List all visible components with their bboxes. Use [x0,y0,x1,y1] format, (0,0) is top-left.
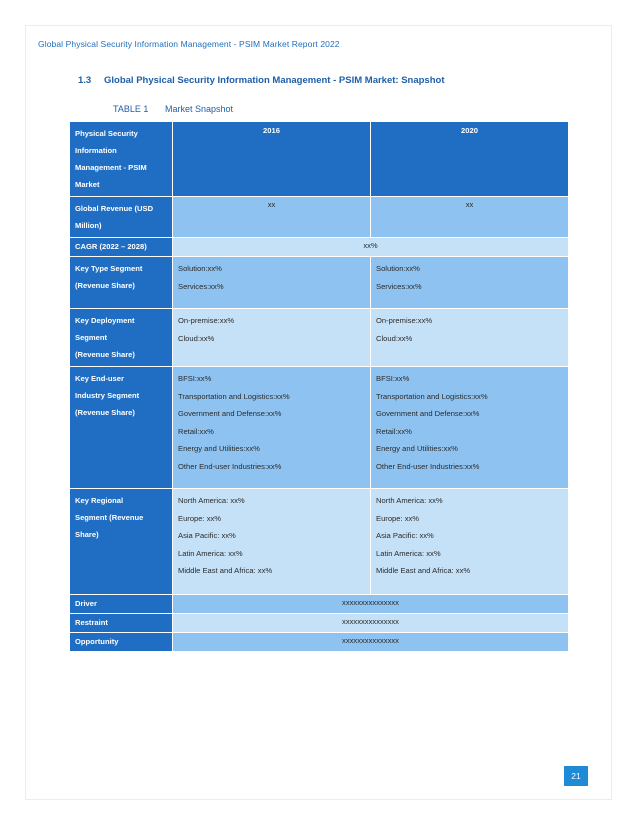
header-corner-line: Market [75,180,100,189]
value-line: Energy and Utilities:xx% [178,444,260,453]
value-line: Cloud:xx% [178,333,215,343]
row-label-line: Segment [75,333,108,342]
value-line: Latin America: xx% [178,548,243,558]
row-deployment-segment [70,309,569,367]
header-corner-line: Physical Security [75,129,138,138]
value-line: Services:xx% [376,281,422,291]
value-line: Other End-user Industries:xx% [376,461,480,471]
value-line: Transportation and Logistics:xx% [376,391,488,401]
value-line: North America: xx% [376,496,443,505]
regional-segment-2020 [371,489,569,595]
header-2020: 2020 [371,122,569,197]
row-revenue-label [70,197,173,238]
value-line: Energy and Utilities:xx% [376,444,458,453]
row-label-line: (Revenue Share) [75,281,135,290]
value-line: Middle East and Africa: xx% [178,566,273,575]
section-heading [78,75,444,86]
value-line: Other End-user Industries:xx% [178,461,282,471]
type-segment-2020 [371,257,569,309]
revenue-2020: xx [371,197,569,238]
row-restraint [70,614,569,633]
enduser-segment-2016 [173,367,371,489]
regional-segment-2016 [173,489,371,595]
deployment-segment-2020 [371,309,569,367]
row-driver-label: Driver [70,595,173,614]
row-label-line: Million) [75,221,102,230]
type-segment-2016 [173,257,371,309]
row-regional-segment-label [70,489,173,595]
header-corner-line: Management - PSIM [75,163,147,172]
row-regional-segment [70,489,569,595]
value-line: BFSI:xx% [376,374,410,383]
value-line: Europe: xx% [178,513,222,523]
row-opportunity-label: Opportunity [70,633,173,652]
driver-value: xxxxxxxxxxxxxxx [173,595,569,614]
row-driver [70,595,569,614]
value-line: Government and Defense:xx% [178,409,282,418]
row-enduser-segment-label [70,367,173,489]
row-label-line: Key Type Segment [75,264,143,273]
row-deployment-segment-label [70,309,173,367]
row-type-segment [70,257,569,309]
value-line: Middle East and Africa: xx% [376,566,471,575]
header-corner-line: Information [75,146,117,155]
row-enduser-segment [70,367,569,489]
value-line: Latin America: xx% [376,548,441,558]
page-number: 21 [564,766,588,786]
table-caption [113,104,233,114]
row-label-line: Segment (Revenue [75,513,144,522]
header-corner-cell [70,122,173,197]
row-opportunity [70,633,569,652]
restraint-value: xxxxxxxxxxxxxxx [173,614,569,633]
value-line: Cloud:xx% [376,333,413,343]
section-number: 1.3 [78,75,92,86]
row-label-line: (Revenue Share) [75,350,135,359]
row-label-line: (Revenue Share) [75,408,135,417]
value-line: Government and Defense:xx% [376,409,480,418]
row-label-line: Industry Segment [75,391,140,400]
row-cagr-label: CAGR (2022 – 2028) [70,238,173,257]
value-line: Europe: xx% [376,513,420,523]
value-line: Asia Pacific: xx% [376,531,434,540]
value-line: Solution:xx% [178,264,222,273]
row-cagr [70,238,569,257]
row-label-line: Key Regional [75,496,124,505]
running-header: Global Physical Security Information Management - PSIM Market Report 2022 [38,39,340,49]
header-2016: 2016 [173,122,371,197]
value-line: BFSI:xx% [178,374,212,383]
cagr-value: xx% [173,238,569,257]
enduser-segment-2020 [371,367,569,489]
value-line: Asia Pacific: xx% [178,531,236,540]
row-label-line: Share) [75,530,99,539]
table-caption-label: TABLE 1 [113,104,149,114]
row-restraint-label: Restraint [70,614,173,633]
deployment-segment-2016 [173,309,371,367]
section-title: Global Physical Security Information Management - PSIM Market: Snapshot [104,75,445,86]
opportunity-value: xxxxxxxxxxxxxxx [173,633,569,652]
value-line: Transportation and Logistics:xx% [178,391,290,401]
value-line: Retail:xx% [178,426,214,436]
row-label-line: Key Deployment [75,316,135,325]
revenue-2016: xx [173,197,371,238]
value-line: On-premise:xx% [376,316,433,325]
value-line: Retail:xx% [376,426,412,436]
row-type-segment-label [70,257,173,309]
row-revenue [70,197,569,238]
value-line: Services:xx% [178,281,224,291]
table-caption-title: Market Snapshot [165,104,234,114]
market-snapshot-table [69,121,569,652]
value-line: North America: xx% [178,496,245,505]
value-line: Solution:xx% [376,264,420,273]
value-line: On-premise:xx% [178,316,235,325]
row-label-line: Key End-user [75,374,124,383]
row-label-line: Global Revenue (USD [75,204,154,213]
table-header-row [70,122,569,197]
